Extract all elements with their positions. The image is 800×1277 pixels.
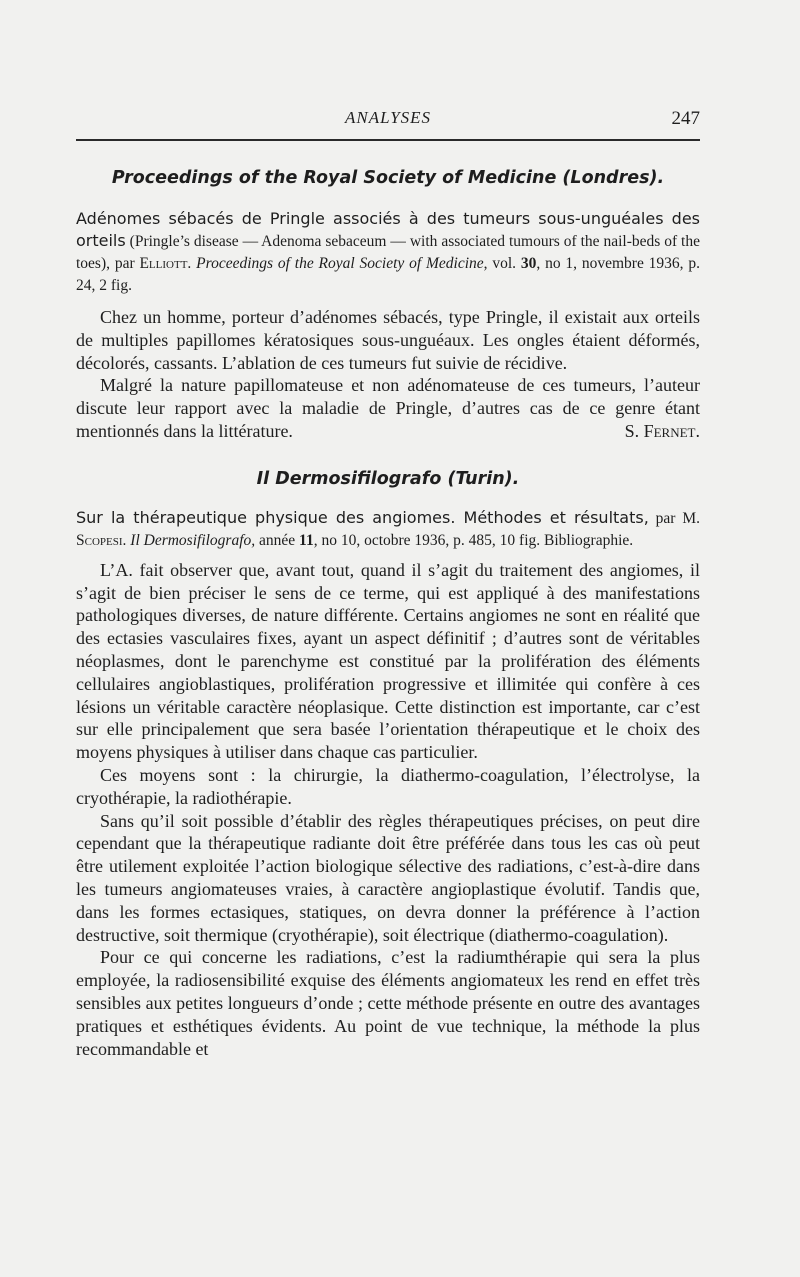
paragraph: Pour ce qui concerne les radiations, c’est la radiumthérapie qui sera la plus employée, la radiosensibilité exquise des éléments angiomateux les rend en effet très sensibles aux petites longueurs d’onde ; cette méthode présente en outre des avantages pratiques et esthétiques évidents. Au point de vue technique, la méthode la plus recommandable et <box>76 947 700 1059</box>
paragraph: Chez un homme, porteur d’adénomes sébacés, type Pringle, il existait aux orteils de multiples papillomes kératosiques sous-unguéaux. Les ongles étaient déformés, décolorés, cassants. L’ablation de ces tumeurs fut suivie de récidive. <box>76 307 700 373</box>
abstract-entry-angiomes <box>76 507 700 1061</box>
section-title-royal-society: Proceedings of the Royal Society of Medicine (Londres). <box>111 168 665 188</box>
entry-author: Elliott <box>139 255 188 272</box>
entry-citation: (Pringle’s disease — Adenoma sebaceum — with associated tumours of the nail-beds of the toes), par Elliott. Proceedings of the Royal Society of Medicine, vol. 30, no 1, novembre 1936, p. 24, 2 fig. <box>76 233 701 294</box>
running-header <box>76 104 700 134</box>
entry-heading <box>76 208 700 296</box>
paragraph: Malgré la nature papillomateuse et non adénomateuse de ces tumeurs, l’auteur discute leur rapport avec la maladie de Pringle, d’autres cas de ce genre étant mentionnés dans la littérature. S. Fernet. <box>76 375 700 441</box>
entry-heading <box>76 507 700 551</box>
entry-volume: 11 <box>299 531 314 549</box>
signature: S. Fernet. <box>624 420 700 441</box>
header-rule <box>76 139 700 141</box>
abstract-entry-pringle <box>76 208 700 443</box>
entry-journal: Il Dermosifilografo, <box>130 531 256 549</box>
entry-title: Sur la thérapeutique physique des angiomes. Méthodes et résultats, <box>76 507 649 527</box>
entry-title: Adénomes sébacés de Pringle associés à des tumeurs sous-unguéales des orteils <box>76 209 700 250</box>
entry-citation: par M. Scopesi. Il Dermosifilografo, année 11, no 10, octobre 1936, p. 485, 10 fig. Bibliographie. <box>76 509 701 549</box>
entry-author: Scopesi <box>76 531 123 549</box>
paragraph: Ces moyens sont : la chirurgie, la diathermo-coagulation, l’électrolyse, la cryothérapie, la radiothérapie. <box>76 764 700 808</box>
entry-journal: Proceedings of the Royal Society of Medicine <box>196 255 484 272</box>
section-title-dermosifilografo: Il Dermosifilografo (Turin). <box>256 468 520 489</box>
paragraph: L’A. fait observer que, avant tout, quand il s’agit du traitement des angiomes, il s’agit de bien préciser le sens de ce terme, qui est appliqué à des manifestations pathologiques diverses, de nature différente. Certains angiomes ne sont en réalité que des ectasies vasculaires fixes, ayant un aspect définitif ; d’autres sont de véritables néoplasmes, dont le parenchyme est constitué par la prolifération des éléments cellulaires angioblastiques, prolifération progressive et illimitée qui confère à ces lésions un véritable caractère néoplasique. Cette distinction est importante, car c’est sur elle principalement que sera basée l’orientation thérapeutique et le choix des moyens physiques à utiliser dans chaque cas particulier. <box>76 559 700 763</box>
running-title: ANALYSES <box>344 108 432 127</box>
page-content <box>76 160 700 1060</box>
paragraph: Sans qu’il soit possible d’établir des règles thérapeutiques précises, on peut dire cependant que la thérapeutique radiante doit être préférée dans tous les cas où peut être utilement exploitée l’action biologique sélective des radiations, c’est-à-dire dans les tumeurs angiomateuses vraies, à caractère angioplastique évolutif. Tandis que, dans les formes ectasiques, statiques, on devra donner la préférence à l’action destructive, soit thermique (cryothérapie), soit électrique (diathermo-coagulation). <box>76 810 700 945</box>
entry-volume: 30 <box>520 255 537 272</box>
page-number: 247 <box>671 108 700 129</box>
